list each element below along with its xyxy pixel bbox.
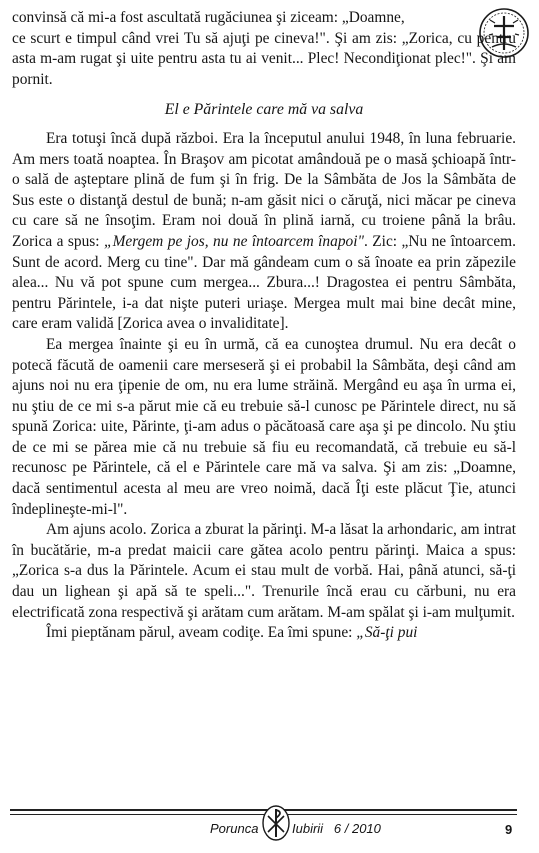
- paragraph-5-quote: „Să-ţi pui: [356, 624, 418, 642]
- footer-magazine-title-left: Porunca: [210, 821, 259, 836]
- chi-rho-icon: [262, 804, 290, 842]
- paragraph-5: [12, 623, 516, 644]
- footer-magazine-title-right: Iubirii 6 / 2010: [292, 821, 381, 836]
- paragraph-3: Ea mergea înainte şi eu în urmă, că ea cunoştea drumul. Nu era decât o potecă făcută de oamenii care merseseră şi ei probabil la Sâmbăta, deşi când am ajuns noi nu era ţipenie de om, nu era lume străină. Mergând eu aşa în urma ei, nu ştiu de ce mi s-a părut mie că eu trebuie să-l cunosc pe Părintele direct, nu să spună Zorica: uite, Părinte, ţi-am adus o păcătoasă care aşa şi pe dincolo. Nu ştiu de ce mi se părea mie că nu trebuie să fiu eu recomandată, că trebuie eu să-l recunosc pe Părintele, că el e Părintele care mă va salva. Şi am zis: „Doamne, dacă sentimentul acesta al meu are vreo noimă, dacă Îţi este plăcut Ţie, atunci îndeplineşte-mi-l".: [12, 335, 516, 518]
- article-body: [12, 8, 516, 644]
- page-number: 9: [505, 822, 513, 837]
- paragraph-2: [12, 129, 516, 335]
- paragraph-4: Am ajuns acolo. Zorica a zburat la părinţi. M-a lăsat la arhondaric, am intrat în bucătărie, m-a predat maicii care gătea acolo pentru părinţi. Maica a spus: „Zorica s-a dus la Părintele. Acum ei stau mult de vorbă. Hai, până atunci, să-ţi dau un lighean şi apă să te speli...". Trenurile încă erau cu cărbuni, nu era electrificată zona respectivă şi arătam cum arătam. M-am spălat şi i-am mulţumit.: [12, 521, 516, 621]
- page-footer: [0, 798, 539, 848]
- paragraph-2-part-b: . Zic: „Nu ne întoarcem. Sunt de acord. Merg cu tine". Dar mă gândeam cum o să înoate ea prin zăpezile alea... Nu vă pot spune cum mergea... Zbura...! Dragostea ei pentru Sâmbăta, pentru Părintele, i-a dat nişte puteri uriaşe. Mergea mult mai bine decât mine, care eram validă [Zorica avea o invaliditate].: [12, 232, 516, 333]
- paragraph-2-quote: „Mergem pe jos, nu ne întoarcem înapoi": [104, 232, 364, 250]
- paragraph-1-continuation: ce scurt e timpul când vrei Tu să ajuţi pe cineva!". Şi am zis: „Zorica, cu pentru asta m-am rugat şi uite pentru asta tu ai venit... Plec! Necondiţionat plec!". Şi am pornit.: [12, 29, 516, 88]
- section-title: El e Părintele care mă va salva: [164, 101, 364, 119]
- paragraph-5-part-a: Îmi pieptănam părul, aveam codiţe. Ea îmi spune:: [46, 624, 357, 642]
- paragraph-1-line-1: convinsă că mi-a fost ascultată rugăciunea şi ziceam: „Doamne,: [12, 9, 405, 26]
- paragraph-2-part-a: Era totuşi încă după război. Era la începutul anului 1948, în luna februarie. Am mers toată noaptea. În Braşov am picotat amândouă pe o masă şchioapă într-o sală de aşteptare plină de fum şi în frig. De la Sâmbăta de Jos la Sâmbăta de Sus este o distanţă destul de bună; n-am găsit nici o căruţă, nici măcar pe cineva cu care să ne însoţim. Eram noi două în plină iarnă, cu troiene până la brâu. Zorica a spus:: [12, 129, 516, 250]
